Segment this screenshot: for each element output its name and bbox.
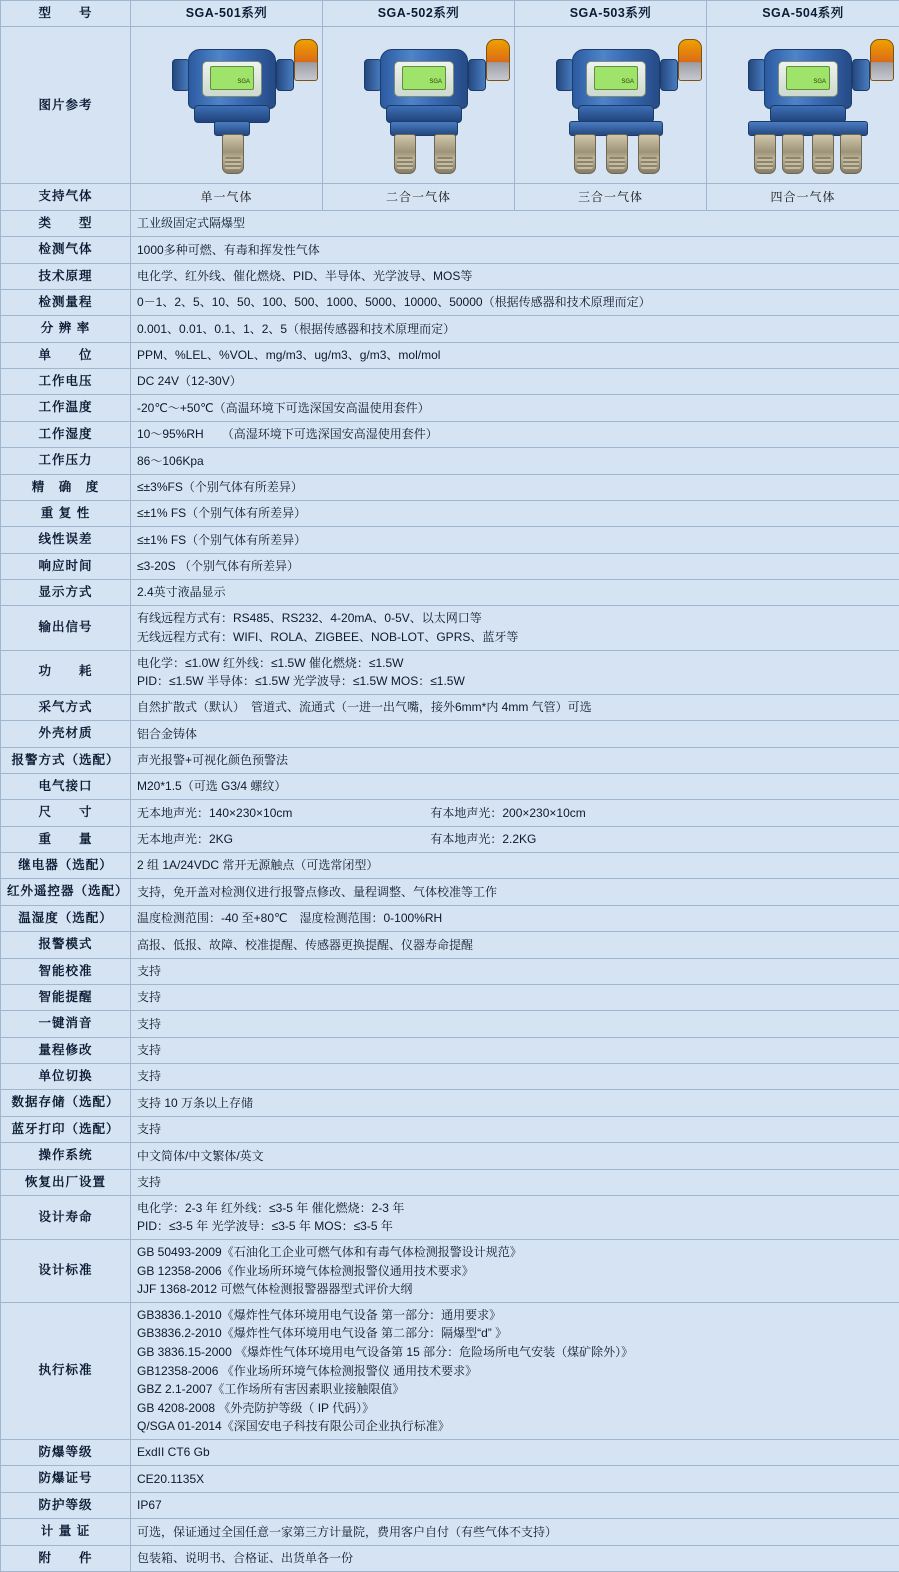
row-value: 支持 — [131, 1116, 899, 1142]
table-row — [1, 721, 899, 747]
power-item: 半导体：≤1.5W — [207, 674, 290, 688]
table-row — [1, 263, 899, 289]
weight-no-alarm: 无本地声光：2KG — [137, 830, 427, 849]
table-row — [1, 1466, 899, 1492]
row-label: 单 位 — [1, 342, 131, 368]
row-label: 温湿度（选配） — [1, 905, 131, 931]
detector-screen-text: SGA — [429, 78, 442, 87]
model-cell-504: SGA-504系列 — [707, 1, 899, 27]
table-row — [1, 580, 899, 606]
row-label: 智能提醒 — [1, 984, 131, 1010]
table-row — [1, 1090, 899, 1116]
row-label: 外壳材质 — [1, 721, 131, 747]
table-row-model — [1, 1, 899, 27]
row-value-design-standard — [131, 1240, 899, 1303]
row-value-power — [131, 650, 899, 694]
row-value: ExdII CT6 Gb — [131, 1440, 899, 1466]
row-value: ≤±1% FS（个别气体有所差异） — [131, 527, 899, 553]
table-row — [1, 342, 899, 368]
row-label: 计 量 证 — [1, 1519, 131, 1545]
table-row — [1, 694, 899, 720]
sensor-probe — [638, 134, 660, 174]
row-value: 支持 — [131, 1064, 899, 1090]
row-label: 报警模式 — [1, 932, 131, 958]
row-label-size: 尺 寸 — [1, 800, 131, 826]
detector-side-right — [852, 59, 870, 91]
row-value: 支持 10 万条以上存储 — [131, 1090, 899, 1116]
row-label: 类 型 — [1, 210, 131, 236]
row-label-supported-gas: 支持气体 — [1, 184, 131, 210]
row-value: 可选，保证通过全国任意一家第三方计量院，费用客户自付（有些气体不支持） — [131, 1519, 899, 1545]
row-value: DC 24V（12-30V） — [131, 369, 899, 395]
row-label: 一键消音 — [1, 1011, 131, 1037]
size-no-alarm: 无本地声光：140×230×10cm — [137, 804, 427, 823]
table-row — [1, 1143, 899, 1169]
row-value: 2 组 1A/24VDC 常开无源触点（可选常闭型） — [131, 853, 899, 879]
row-label-output-signal: 输出信号 — [1, 606, 131, 650]
alarm-light-icon — [678, 39, 702, 81]
row-label: 技术原理 — [1, 263, 131, 289]
detector-illustration-3 — [521, 35, 711, 175]
table-row-power — [1, 650, 899, 694]
table-row — [1, 500, 899, 526]
power-item: PID：≤1.5W — [137, 674, 204, 688]
detector-illustration-1 — [137, 35, 327, 175]
table-row — [1, 553, 899, 579]
table-row — [1, 289, 899, 315]
row-value: 包装箱、说明书、合格证、出货单各一份 — [131, 1545, 899, 1571]
row-value: 0.001、0.01、0.1、1、2、5（根据传感器和技术原理而定） — [131, 316, 899, 342]
execution-standard-line: GB3836.1-2010《爆炸性气体环境用电气设备 第一部分：通用要求》 — [137, 1306, 893, 1325]
table-row — [1, 1492, 899, 1518]
detector-screen — [210, 66, 254, 90]
table-row — [1, 421, 899, 447]
row-value: 支持 — [131, 958, 899, 984]
row-label-images: 图片参考 — [1, 27, 131, 184]
row-value: 高报、低报、故障、校准提醒、传感器更换提醒、仪器寿命提醒 — [131, 932, 899, 958]
row-label: 工作电压 — [1, 369, 131, 395]
row-label: 分 辨 率 — [1, 316, 131, 342]
sensor-probe — [434, 134, 456, 174]
row-value: M20*1.5（可选 G3/4 螺纹） — [131, 773, 899, 799]
product-image-504 — [707, 27, 899, 184]
row-label: 操作系统 — [1, 1143, 131, 1169]
table-row — [1, 879, 899, 905]
table-row — [1, 210, 899, 236]
model-cell-502: SGA-502系列 — [323, 1, 515, 27]
table-row — [1, 958, 899, 984]
row-label-design-life: 设计寿命 — [1, 1195, 131, 1239]
detector-illustration-4 — [713, 35, 899, 175]
row-value: 温度检测范围：-40 至+80℃ 湿度检测范围：0-100%RH — [131, 905, 899, 931]
row-value: 工业级固定式隔爆型 — [131, 210, 899, 236]
size-with-alarm: 有本地声光：200×230×10cm — [430, 806, 585, 820]
row-value: 中文简体/中文繁体/英文 — [131, 1143, 899, 1169]
life-item: 电化学：2-3 年 — [137, 1201, 218, 1215]
sensor-probe — [222, 134, 244, 174]
row-label: 防爆证号 — [1, 1466, 131, 1492]
table-row — [1, 1169, 899, 1195]
row-label-model: 型 号 — [1, 1, 131, 27]
table-row-weight — [1, 826, 899, 852]
row-value: 支持 — [131, 1011, 899, 1037]
sensor-probe — [394, 134, 416, 174]
row-label: 线性误差 — [1, 527, 131, 553]
row-label-execution-standard: 执行标准 — [1, 1302, 131, 1439]
table-row-output-signal — [1, 606, 899, 650]
detector-screen — [402, 66, 446, 90]
execution-standard-line: GB3836.2-2010《爆炸性气体环境用电气设备 第二部分：隔爆型“d” 》 — [137, 1324, 893, 1343]
table-row — [1, 773, 899, 799]
row-label: 数据存储（选配） — [1, 1090, 131, 1116]
sensor-probe — [754, 134, 776, 174]
life-item: 光学波导：≤3-5 年 — [212, 1219, 311, 1233]
row-label: 智能校准 — [1, 958, 131, 984]
execution-standard-line: GB 3836.15-2000 《爆炸性气体环境用电气设备第 15 部分：危险场所电气安装（煤矿除外）》 — [137, 1343, 893, 1362]
power-line-2 — [137, 672, 893, 691]
life-item: 催化燃烧：2-3 年 — [312, 1201, 405, 1215]
table-row-size — [1, 800, 899, 826]
gas-cell-501: 单一气体 — [131, 184, 323, 210]
table-row — [1, 905, 899, 931]
row-label: 重 复 性 — [1, 500, 131, 526]
row-value: 支持，免开盖对检测仪进行报警点修改、量程调整、气体校准等工作 — [131, 879, 899, 905]
row-label: 电气接口 — [1, 773, 131, 799]
row-value: 声光报警+可视化颜色预警法 — [131, 747, 899, 773]
sensor-probe — [574, 134, 596, 174]
table-row — [1, 1011, 899, 1037]
row-value: 自然扩散式（默认） 管道式、流通式（一进一出气嘴，接外6mm*内 4mm 气管）可选 — [131, 694, 899, 720]
row-label: 单位切换 — [1, 1064, 131, 1090]
product-image-501 — [131, 27, 323, 184]
table-row — [1, 237, 899, 263]
row-label: 响应时间 — [1, 553, 131, 579]
row-label: 报警方式（选配） — [1, 747, 131, 773]
row-value: 铝合金铸体 — [131, 721, 899, 747]
life-item: MOS：≤3-5 年 — [314, 1219, 393, 1233]
table-row — [1, 316, 899, 342]
row-value: CE20.1135X — [131, 1466, 899, 1492]
weight-with-alarm: 有本地声光：2.2KG — [430, 832, 536, 846]
table-row — [1, 369, 899, 395]
row-value: ≤3-20S （个别气体有所差异） — [131, 553, 899, 579]
sensor-probe — [840, 134, 862, 174]
row-label: 工作湿度 — [1, 421, 131, 447]
row-value-design-life — [131, 1195, 899, 1239]
alarm-light-icon — [870, 39, 894, 81]
output-line-wired: 有线远程方式有：RS485、RS232、4-20mA、0-5V、以太网口等 — [137, 609, 893, 628]
row-value: -20℃～+50℃（高温环境下可选深国安高温使用套件） — [131, 395, 899, 421]
model-cell-503: SGA-503系列 — [515, 1, 707, 27]
table-row — [1, 1037, 899, 1063]
detector-side-right — [660, 59, 678, 91]
table-row-design-standard — [1, 1240, 899, 1303]
design-standard-line: JJF 1368-2012 可燃气体检测报警器器型式评价大纲 — [137, 1280, 893, 1299]
row-value-weight — [131, 826, 899, 852]
row-value: 支持 — [131, 1037, 899, 1063]
model-cell-501: SGA-501系列 — [131, 1, 323, 27]
life-item: PID：≤3-5 年 — [137, 1219, 208, 1233]
row-value: 支持 — [131, 984, 899, 1010]
row-value-execution-standard — [131, 1302, 899, 1439]
table-row — [1, 1116, 899, 1142]
table-row — [1, 747, 899, 773]
execution-standard-line: GBZ 2.1-2007《工作场所有害因素职业接触限值》 — [137, 1380, 893, 1399]
power-item: 催化燃烧：≤1.5W — [309, 656, 404, 670]
row-value: 0－1、2、5、10、50、100、500、1000、5000、10000、50000（根据传感器和技术原理而定） — [131, 289, 899, 315]
row-value: 10～95%RH （高湿环境下可选深国安高湿使用套件） — [131, 421, 899, 447]
life-line-1 — [137, 1199, 893, 1218]
row-value: 1000多种可燃、有毒和挥发性气体 — [131, 237, 899, 263]
row-value: ≤±1% FS（个别气体有所差异） — [131, 500, 899, 526]
row-label: 工作压力 — [1, 448, 131, 474]
life-line-2 — [137, 1217, 893, 1236]
detector-screen-text: SGA — [813, 78, 826, 87]
power-item: 电化学：≤1.0W — [137, 656, 220, 670]
product-image-502 — [323, 27, 515, 184]
table-row — [1, 984, 899, 1010]
detector-side-right — [276, 59, 294, 91]
table-row-design-life — [1, 1195, 899, 1239]
design-standard-line: GB 12358-2006《作业场所环境气体检测报警仪通用技术要求》 — [137, 1262, 893, 1281]
table-row — [1, 1519, 899, 1545]
table-row — [1, 932, 899, 958]
row-value-output-signal — [131, 606, 899, 650]
sensor-probe — [812, 134, 834, 174]
detector-illustration-2 — [329, 35, 519, 175]
row-label-design-standard: 设计标准 — [1, 1240, 131, 1303]
life-item: 红外线：≤3-5 年 — [221, 1201, 308, 1215]
design-standard-line: GB 50493-2009《石油化工企业可燃气体和有毒气体检测报警设计规范》 — [137, 1243, 893, 1262]
row-value: 电化学、红外线、催化燃烧、PID、半导体、光学波导、MOS等 — [131, 263, 899, 289]
detector-screen-text: SGA — [621, 78, 634, 87]
table-row — [1, 474, 899, 500]
row-label-power: 功 耗 — [1, 650, 131, 694]
detector-screen-text: SGA — [237, 78, 250, 87]
row-label: 继电器（选配） — [1, 853, 131, 879]
product-image-503 — [515, 27, 707, 184]
output-line-wireless: 无线远程方式有：WIFI、ROLA、ZIGBEE、NOB-LOT、GPRS、蓝牙等 — [137, 628, 893, 647]
table-row — [1, 1545, 899, 1571]
row-label: 附 件 — [1, 1545, 131, 1571]
sensor-probe — [782, 134, 804, 174]
gas-cell-504: 四合一气体 — [707, 184, 899, 210]
row-label: 恢复出厂设置 — [1, 1169, 131, 1195]
table-row — [1, 853, 899, 879]
detector-side-right — [468, 59, 486, 91]
execution-standard-line: Q/SGA 01-2014《深国安电子科技有限公司企业执行标准》 — [137, 1417, 893, 1436]
power-item: 红外线：≤1.5W — [223, 656, 306, 670]
row-label: 检测气体 — [1, 237, 131, 263]
row-value-size — [131, 800, 899, 826]
gas-cell-502: 二合一气体 — [323, 184, 515, 210]
row-label: 检测量程 — [1, 289, 131, 315]
table-row-images — [1, 27, 899, 184]
sensor-probe — [606, 134, 628, 174]
row-value: 2.4英寸液晶显示 — [131, 580, 899, 606]
detector-screen — [594, 66, 638, 90]
table-row — [1, 1440, 899, 1466]
gas-cell-503: 三合一气体 — [515, 184, 707, 210]
row-value: ≤±3%FS（个别气体有所差异） — [131, 474, 899, 500]
table-row — [1, 448, 899, 474]
detector-screen — [786, 66, 830, 90]
table-row-supported-gas — [1, 184, 899, 210]
table-row-execution-standard — [1, 1302, 899, 1439]
alarm-light-icon — [294, 39, 318, 81]
power-item: MOS：≤1.5W — [391, 674, 465, 688]
table-row — [1, 395, 899, 421]
row-label: 蓝牙打印（选配） — [1, 1116, 131, 1142]
power-item: 光学波导：≤1.5W — [293, 674, 388, 688]
row-value: PPM、%LEL、%VOL、mg/m3、ug/m3、g/m3、mol/mol — [131, 342, 899, 368]
row-label: 显示方式 — [1, 580, 131, 606]
power-line-1 — [137, 654, 893, 673]
row-label: 防爆等级 — [1, 1440, 131, 1466]
alarm-light-icon — [486, 39, 510, 81]
table-row — [1, 1064, 899, 1090]
row-value: IP67 — [131, 1492, 899, 1518]
row-value: 86～106Kpa — [131, 448, 899, 474]
row-label: 采气方式 — [1, 694, 131, 720]
table-row — [1, 527, 899, 553]
row-value: 支持 — [131, 1169, 899, 1195]
execution-standard-line: GB12358-2006 《作业场所环境气体检测报警仪 通用技术要求》 — [137, 1362, 893, 1381]
row-label: 防护等级 — [1, 1492, 131, 1518]
row-label: 工作温度 — [1, 395, 131, 421]
row-label: 红外遥控器（选配） — [1, 879, 131, 905]
row-label: 量程修改 — [1, 1037, 131, 1063]
execution-standard-line: GB 4208-2008 《外壳防护等级（ IP 代码）》 — [137, 1399, 893, 1418]
row-label: 精 确 度 — [1, 474, 131, 500]
row-label-weight: 重 量 — [1, 826, 131, 852]
